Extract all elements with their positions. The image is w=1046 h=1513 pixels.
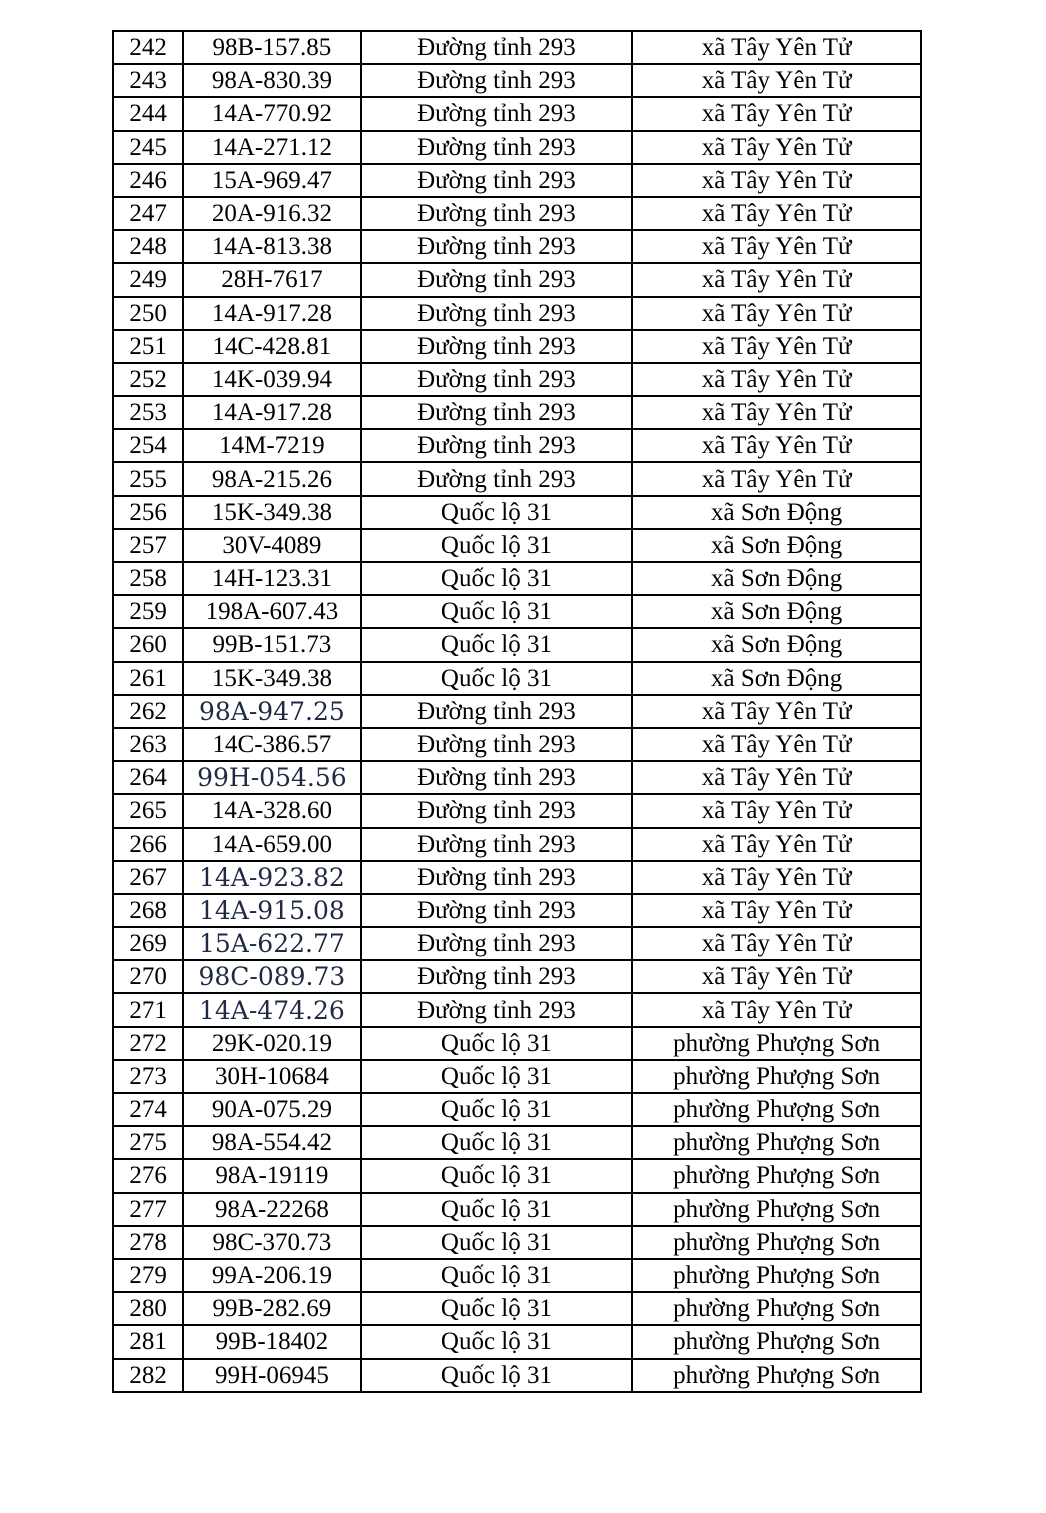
- road-cell: Quốc lộ 31: [361, 1259, 633, 1292]
- row-number-cell: 269: [113, 927, 183, 960]
- road-cell: Đường tỉnh 293: [361, 263, 633, 296]
- row-number-cell: 256: [113, 496, 183, 529]
- license-plate-cell: 14H-123.31: [183, 562, 360, 595]
- row-number-cell: 251: [113, 330, 183, 363]
- area-cell: xã Tây Yên Tử: [632, 263, 921, 296]
- row-number-cell: 252: [113, 363, 183, 396]
- row-number-cell: 255: [113, 462, 183, 495]
- license-plate-cell: 198A-607.43: [183, 595, 360, 628]
- road-cell: Quốc lộ 31: [361, 1126, 633, 1159]
- area-cell: xã Tây Yên Tử: [632, 131, 921, 164]
- license-plate-cell: 99B-282.69: [183, 1292, 360, 1325]
- area-cell: xã Tây Yên Tử: [632, 993, 921, 1026]
- violations-table: [112, 30, 922, 1393]
- license-plate-cell: 14K-039.94: [183, 363, 360, 396]
- license-plate-cell: 98A-830.39: [183, 64, 360, 97]
- area-cell: xã Sơn Động: [632, 562, 921, 595]
- license-plate-cell: 14A-328.60: [183, 794, 360, 827]
- road-cell: Đường tỉnh 293: [361, 330, 633, 363]
- table-row: [113, 462, 921, 495]
- license-plate-cell: 98A-947.25: [183, 695, 360, 728]
- table-row: [113, 993, 921, 1026]
- road-cell: Đường tỉnh 293: [361, 396, 633, 429]
- table-row: [113, 662, 921, 695]
- area-cell: xã Tây Yên Tử: [632, 230, 921, 263]
- license-plate-cell: 14C-428.81: [183, 330, 360, 363]
- table-row: [113, 330, 921, 363]
- table-row: [113, 894, 921, 927]
- table-row: [113, 1060, 921, 1093]
- table-row: [113, 164, 921, 197]
- row-number-cell: 264: [113, 761, 183, 794]
- license-plate-cell: 14A-915.08: [183, 894, 360, 927]
- row-number-cell: 282: [113, 1359, 183, 1392]
- license-plate-cell: 99B-151.73: [183, 628, 360, 661]
- table-row: [113, 628, 921, 661]
- row-number-cell: 270: [113, 960, 183, 993]
- road-cell: Quốc lộ 31: [361, 1359, 633, 1392]
- license-plate-cell: 15K-349.38: [183, 662, 360, 695]
- row-number-cell: 261: [113, 662, 183, 695]
- license-plate-cell: 98A-22268: [183, 1193, 360, 1226]
- license-plate-cell: 99H-06945: [183, 1359, 360, 1392]
- table-row: [113, 562, 921, 595]
- table-row: [113, 1292, 921, 1325]
- table-row: [113, 828, 921, 861]
- row-number-cell: 279: [113, 1259, 183, 1292]
- license-plate-cell: 30H-10684: [183, 1060, 360, 1093]
- area-cell: xã Sơn Động: [632, 628, 921, 661]
- table-row: [113, 728, 921, 761]
- table-row: [113, 363, 921, 396]
- license-plate-cell: 29K-020.19: [183, 1027, 360, 1060]
- road-cell: Đường tỉnh 293: [361, 64, 633, 97]
- row-number-cell: 250: [113, 297, 183, 330]
- license-plate-cell: 14M-7219: [183, 429, 360, 462]
- license-plate-cell: 20A-916.32: [183, 197, 360, 230]
- row-number-cell: 281: [113, 1325, 183, 1358]
- area-cell: phường Phượng Sơn: [632, 1359, 921, 1392]
- row-number-cell: 268: [113, 894, 183, 927]
- row-number-cell: 247: [113, 197, 183, 230]
- table-row: [113, 595, 921, 628]
- table-row: [113, 429, 921, 462]
- table-row: [113, 1259, 921, 1292]
- table-row: [113, 297, 921, 330]
- area-cell: phường Phượng Sơn: [632, 1325, 921, 1358]
- table-row: [113, 1126, 921, 1159]
- area-cell: xã Sơn Động: [632, 595, 921, 628]
- license-plate-cell: 14A-474.26: [183, 993, 360, 1026]
- row-number-cell: 265: [113, 794, 183, 827]
- area-cell: xã Tây Yên Tử: [632, 297, 921, 330]
- license-plate-cell: 15A-969.47: [183, 164, 360, 197]
- road-cell: Quốc lộ 31: [361, 628, 633, 661]
- license-plate-cell: 14C-386.57: [183, 728, 360, 761]
- license-plate-cell: 98A-19119: [183, 1159, 360, 1192]
- table-row: [113, 1226, 921, 1259]
- table-row: [113, 960, 921, 993]
- license-plate-cell: 14A-917.28: [183, 297, 360, 330]
- area-cell: xã Sơn Động: [632, 496, 921, 529]
- row-number-cell: 260: [113, 628, 183, 661]
- road-cell: Quốc lộ 31: [361, 1060, 633, 1093]
- row-number-cell: 249: [113, 263, 183, 296]
- license-plate-cell: 99H-054.56: [183, 761, 360, 794]
- license-plate-cell: 14A-271.12: [183, 131, 360, 164]
- road-cell: Đường tỉnh 293: [361, 164, 633, 197]
- road-cell: Đường tỉnh 293: [361, 31, 633, 64]
- license-plate-cell: 30V-4089: [183, 529, 360, 562]
- license-plate-cell: 14A-770.92: [183, 97, 360, 130]
- row-number-cell: 276: [113, 1159, 183, 1192]
- road-cell: Đường tỉnh 293: [361, 960, 633, 993]
- table-row: [113, 529, 921, 562]
- area-cell: phường Phượng Sơn: [632, 1292, 921, 1325]
- license-plate-cell: 14A-659.00: [183, 828, 360, 861]
- road-cell: Quốc lộ 31: [361, 662, 633, 695]
- road-cell: Quốc lộ 31: [361, 1159, 633, 1192]
- area-cell: xã Tây Yên Tử: [632, 363, 921, 396]
- table-row: [113, 1359, 921, 1392]
- table-row: [113, 263, 921, 296]
- license-plate-cell: 14A-813.38: [183, 230, 360, 263]
- license-plate-cell: 15K-349.38: [183, 496, 360, 529]
- license-plate-cell: 99A-206.19: [183, 1259, 360, 1292]
- row-number-cell: 275: [113, 1126, 183, 1159]
- table-row: [113, 927, 921, 960]
- area-cell: xã Tây Yên Tử: [632, 828, 921, 861]
- area-cell: xã Tây Yên Tử: [632, 396, 921, 429]
- road-cell: Đường tỉnh 293: [361, 861, 633, 894]
- row-number-cell: 274: [113, 1093, 183, 1126]
- road-cell: Quốc lộ 31: [361, 1093, 633, 1126]
- area-cell: xã Sơn Động: [632, 662, 921, 695]
- road-cell: Đường tỉnh 293: [361, 97, 633, 130]
- table-row: [113, 1193, 921, 1226]
- table-row: [113, 695, 921, 728]
- road-cell: Đường tỉnh 293: [361, 197, 633, 230]
- area-cell: phường Phượng Sơn: [632, 1259, 921, 1292]
- table-row: [113, 396, 921, 429]
- license-plate-cell: 99B-18402: [183, 1325, 360, 1358]
- road-cell: Đường tỉnh 293: [361, 131, 633, 164]
- road-cell: Quốc lộ 31: [361, 496, 633, 529]
- road-cell: Quốc lộ 31: [361, 1292, 633, 1325]
- area-cell: phường Phượng Sơn: [632, 1126, 921, 1159]
- road-cell: Đường tỉnh 293: [361, 894, 633, 927]
- area-cell: xã Tây Yên Tử: [632, 462, 921, 495]
- row-number-cell: 278: [113, 1226, 183, 1259]
- row-number-cell: 263: [113, 728, 183, 761]
- road-cell: Đường tỉnh 293: [361, 761, 633, 794]
- area-cell: xã Tây Yên Tử: [632, 861, 921, 894]
- area-cell: xã Tây Yên Tử: [632, 695, 921, 728]
- row-number-cell: 245: [113, 131, 183, 164]
- area-cell: phường Phượng Sơn: [632, 1027, 921, 1060]
- area-cell: phường Phượng Sơn: [632, 1193, 921, 1226]
- road-cell: Quốc lộ 31: [361, 595, 633, 628]
- table-row: [113, 1093, 921, 1126]
- area-cell: xã Tây Yên Tử: [632, 330, 921, 363]
- road-cell: Đường tỉnh 293: [361, 429, 633, 462]
- road-cell: Đường tỉnh 293: [361, 230, 633, 263]
- road-cell: Đường tỉnh 293: [361, 828, 633, 861]
- table-row: [113, 31, 921, 64]
- row-number-cell: 280: [113, 1292, 183, 1325]
- area-cell: xã Tây Yên Tử: [632, 429, 921, 462]
- road-cell: Đường tỉnh 293: [361, 462, 633, 495]
- road-cell: Quốc lộ 31: [361, 529, 633, 562]
- road-cell: Đường tỉnh 293: [361, 794, 633, 827]
- area-cell: phường Phượng Sơn: [632, 1226, 921, 1259]
- license-plate-cell: 98C-370.73: [183, 1226, 360, 1259]
- row-number-cell: 266: [113, 828, 183, 861]
- license-plate-cell: 14A-917.28: [183, 396, 360, 429]
- area-cell: phường Phượng Sơn: [632, 1159, 921, 1192]
- table-row: [113, 1027, 921, 1060]
- table-row: [113, 1159, 921, 1192]
- road-cell: Đường tỉnh 293: [361, 363, 633, 396]
- area-cell: xã Tây Yên Tử: [632, 894, 921, 927]
- area-cell: xã Tây Yên Tử: [632, 960, 921, 993]
- row-number-cell: 257: [113, 529, 183, 562]
- road-cell: Quốc lộ 31: [361, 1226, 633, 1259]
- license-plate-cell: 90A-075.29: [183, 1093, 360, 1126]
- area-cell: xã Tây Yên Tử: [632, 927, 921, 960]
- row-number-cell: 244: [113, 97, 183, 130]
- row-number-cell: 273: [113, 1060, 183, 1093]
- area-cell: xã Tây Yên Tử: [632, 31, 921, 64]
- table-row: [113, 64, 921, 97]
- area-cell: phường Phượng Sơn: [632, 1060, 921, 1093]
- row-number-cell: 259: [113, 595, 183, 628]
- row-number-cell: 243: [113, 64, 183, 97]
- table-row: [113, 861, 921, 894]
- table-row: [113, 131, 921, 164]
- area-cell: xã Tây Yên Tử: [632, 761, 921, 794]
- row-number-cell: 253: [113, 396, 183, 429]
- area-cell: xã Tây Yên Tử: [632, 197, 921, 230]
- row-number-cell: 277: [113, 1193, 183, 1226]
- road-cell: Đường tỉnh 293: [361, 297, 633, 330]
- license-plate-cell: 14A-923.82: [183, 861, 360, 894]
- license-plate-cell: 98A-215.26: [183, 462, 360, 495]
- table-row: [113, 230, 921, 263]
- area-cell: xã Tây Yên Tử: [632, 164, 921, 197]
- table-row: [113, 496, 921, 529]
- area-cell: xã Tây Yên Tử: [632, 794, 921, 827]
- license-plate-cell: 98A-554.42: [183, 1126, 360, 1159]
- road-cell: Quốc lộ 31: [361, 562, 633, 595]
- row-number-cell: 258: [113, 562, 183, 595]
- table-row: [113, 1325, 921, 1358]
- row-number-cell: 254: [113, 429, 183, 462]
- row-number-cell: 248: [113, 230, 183, 263]
- area-cell: xã Tây Yên Tử: [632, 97, 921, 130]
- license-plate-cell: 28H-7617: [183, 263, 360, 296]
- area-cell: phường Phượng Sơn: [632, 1093, 921, 1126]
- road-cell: Đường tỉnh 293: [361, 695, 633, 728]
- table-row: [113, 197, 921, 230]
- road-cell: Quốc lộ 31: [361, 1325, 633, 1358]
- row-number-cell: 246: [113, 164, 183, 197]
- license-plate-cell: 98C-089.73: [183, 960, 360, 993]
- license-plate-cell: 15A-622.77: [183, 927, 360, 960]
- road-cell: Đường tỉnh 293: [361, 993, 633, 1026]
- row-number-cell: 262: [113, 695, 183, 728]
- table-body: [113, 31, 921, 1392]
- row-number-cell: 242: [113, 31, 183, 64]
- table-row: [113, 794, 921, 827]
- license-plate-cell: 98B-157.85: [183, 31, 360, 64]
- table-row: [113, 97, 921, 130]
- road-cell: Quốc lộ 31: [361, 1193, 633, 1226]
- area-cell: xã Tây Yên Tử: [632, 64, 921, 97]
- area-cell: xã Sơn Động: [632, 529, 921, 562]
- road-cell: Quốc lộ 31: [361, 1027, 633, 1060]
- table-row: [113, 761, 921, 794]
- row-number-cell: 271: [113, 993, 183, 1026]
- row-number-cell: 267: [113, 861, 183, 894]
- area-cell: xã Tây Yên Tử: [632, 728, 921, 761]
- road-cell: Đường tỉnh 293: [361, 927, 633, 960]
- road-cell: Đường tỉnh 293: [361, 728, 633, 761]
- row-number-cell: 272: [113, 1027, 183, 1060]
